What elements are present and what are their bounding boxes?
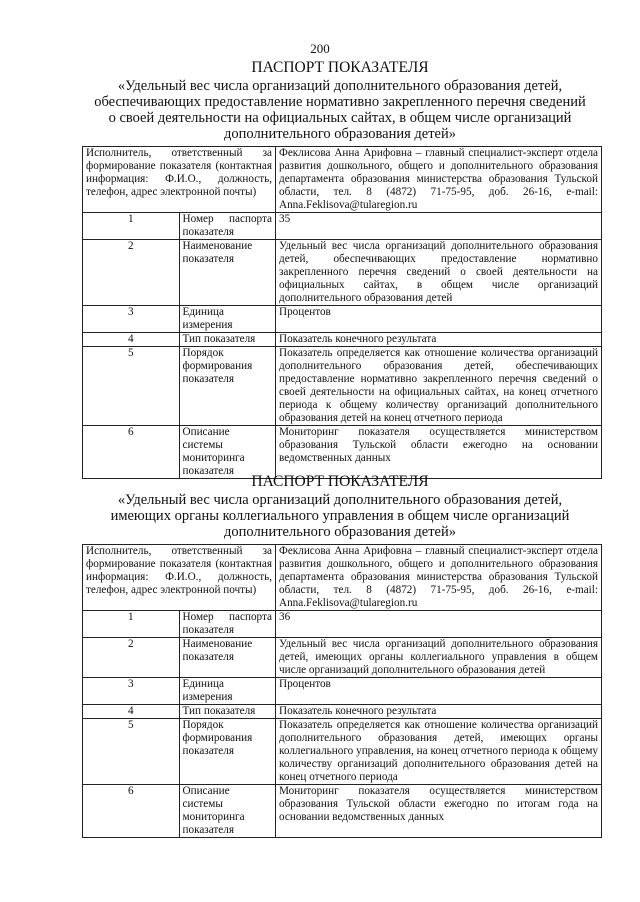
table-row bbox=[83, 678, 602, 705]
executor-row bbox=[83, 147, 602, 213]
row-value: Мониторинг показателя осуществляется министерством образования Тульской области ежегодно на основании ведомственных данных bbox=[276, 426, 602, 479]
row-value: Показатель определяется как отношение количества организаций дополнительного образования детей, имеющих органы коллегиального управления, на конец отчетного периода к общему количеству организаций дополнительного образования детей на конец отчетного периода bbox=[276, 719, 602, 785]
row-value: Удельный вес числа организаций дополнительного образования детей, имеющих органы коллегиального управления в общем числе организаций дополнительного образования детей bbox=[276, 638, 602, 678]
row-value: Процентов bbox=[276, 306, 602, 333]
row-label: Единица измерения bbox=[179, 306, 276, 333]
table-row bbox=[83, 347, 602, 426]
table-row bbox=[83, 719, 602, 785]
passport-1-subtitle: «Удельный вес числа организаций дополнительного образования детей, обеспечивающих предоставление нормативно закрепленного перечня сведений о своей деятельности на официальных сайтах, в общем числе организаций дополнительного образования детей» bbox=[94, 78, 586, 142]
row-number: 3 bbox=[83, 678, 180, 705]
row-label: Порядок формирования показателя bbox=[179, 719, 276, 785]
passport-2-subtitle: «Удельный вес числа организаций дополнительного образования детей, имеющих органы коллегиального управления в общем числе организаций дополнительного образования детей» bbox=[110, 492, 570, 540]
table-row bbox=[83, 426, 602, 479]
row-number: 4 bbox=[83, 705, 180, 719]
row-number: 3 bbox=[83, 306, 180, 333]
row-number: 6 bbox=[83, 785, 180, 838]
row-number: 1 bbox=[83, 213, 180, 240]
executor-value: Феклисова Анна Арифовна – главный специалист-эксперт отдела развития дошкольного, общего и дополнительного образования департамента образования министерства образования Тульской области, тел. 8 (4872) 71-75-95, доб. 26-16, e-mail: Anna.Feklisova@tularegion.ru bbox=[276, 545, 602, 611]
passport-2-heading: ПАСПОРТ ПОКАЗАТЕЛЯ bbox=[251, 473, 429, 490]
row-number: 2 bbox=[83, 638, 180, 678]
row-label: Наименование показателя bbox=[179, 638, 276, 678]
row-value: 35 bbox=[276, 213, 602, 240]
row-value: Показатель конечного результата bbox=[276, 705, 602, 719]
table-row bbox=[83, 611, 602, 638]
row-value: Процентов bbox=[276, 678, 602, 705]
row-number: 5 bbox=[83, 719, 180, 785]
row-value: Удельный вес числа организаций дополнительного образования детей, обеспечивающих предоставление нормативно закрепленного перечня сведений о своей деятельности на официальных сайтах, в общем числе организаций дополнительного образования детей bbox=[276, 240, 602, 306]
row-number: 1 bbox=[83, 611, 180, 638]
table-row bbox=[83, 306, 602, 333]
executor-value: Феклисова Анна Арифовна – главный специалист-эксперт отдела развития дошкольного, общего и дополнительного образования департамента образования министерства образования Тульской области, тел. 8 (4872) 71-75-95, доб. 26-16, e-mail: Anna.Feklisova@tularegion.ru bbox=[276, 147, 602, 213]
table-row bbox=[83, 705, 602, 719]
table-row bbox=[83, 333, 602, 347]
table-row bbox=[83, 638, 602, 678]
row-label: Тип показателя bbox=[179, 705, 276, 719]
row-value: Показатель определяется как отношение количества организаций дополнительного образования детей, обеспечивающих предоставление нормативно закрепленного перечня сведений о своей деятельности на официальных сайтах, на конец отчетного периода к общему количеству организаций дополнительного образования детей на конец отчетного периода bbox=[276, 347, 602, 426]
row-label: Номер паспорта показателя bbox=[179, 213, 276, 240]
row-label: Тип показателя bbox=[179, 333, 276, 347]
page-number: 200 bbox=[310, 41, 330, 56]
row-label: Наименование показателя bbox=[179, 240, 276, 306]
row-number: 2 bbox=[83, 240, 180, 306]
row-label: Описание системы мониторинга показателя bbox=[179, 785, 276, 838]
passport-2-table bbox=[82, 544, 602, 838]
row-value: 36 bbox=[276, 611, 602, 638]
row-label: Номер паспорта показателя bbox=[179, 611, 276, 638]
row-label: Порядок формирования показателя bbox=[179, 347, 276, 426]
executor-row bbox=[83, 545, 602, 611]
table-row bbox=[83, 213, 602, 240]
row-label: Описание системы мониторинга показателя bbox=[179, 426, 276, 479]
passport-1-table bbox=[82, 146, 602, 479]
passport-1-heading: ПАСПОРТ ПОКАЗАТЕЛЯ bbox=[251, 59, 429, 76]
row-label: Единица измерения bbox=[179, 678, 276, 705]
row-number: 4 bbox=[83, 333, 180, 347]
row-value: Показатель конечного результата bbox=[276, 333, 602, 347]
row-number: 6 bbox=[83, 426, 180, 479]
executor-label: Исполнитель, ответственный за формирование показателя (контактная информация: Ф.И.О., должность, телефон, адрес электронной почты) bbox=[83, 147, 276, 213]
executor-label: Исполнитель, ответственный за формирование показателя (контактная информация: Ф.И.О., должность, телефон, адрес электронной почты) bbox=[83, 545, 276, 611]
table-row bbox=[83, 785, 602, 838]
row-number: 5 bbox=[83, 347, 180, 426]
table-row bbox=[83, 240, 602, 306]
row-value: Мониторинг показателя осуществляется министерством образования Тульской области ежегодно по итогам года на основании ведомственных данных bbox=[276, 785, 602, 838]
